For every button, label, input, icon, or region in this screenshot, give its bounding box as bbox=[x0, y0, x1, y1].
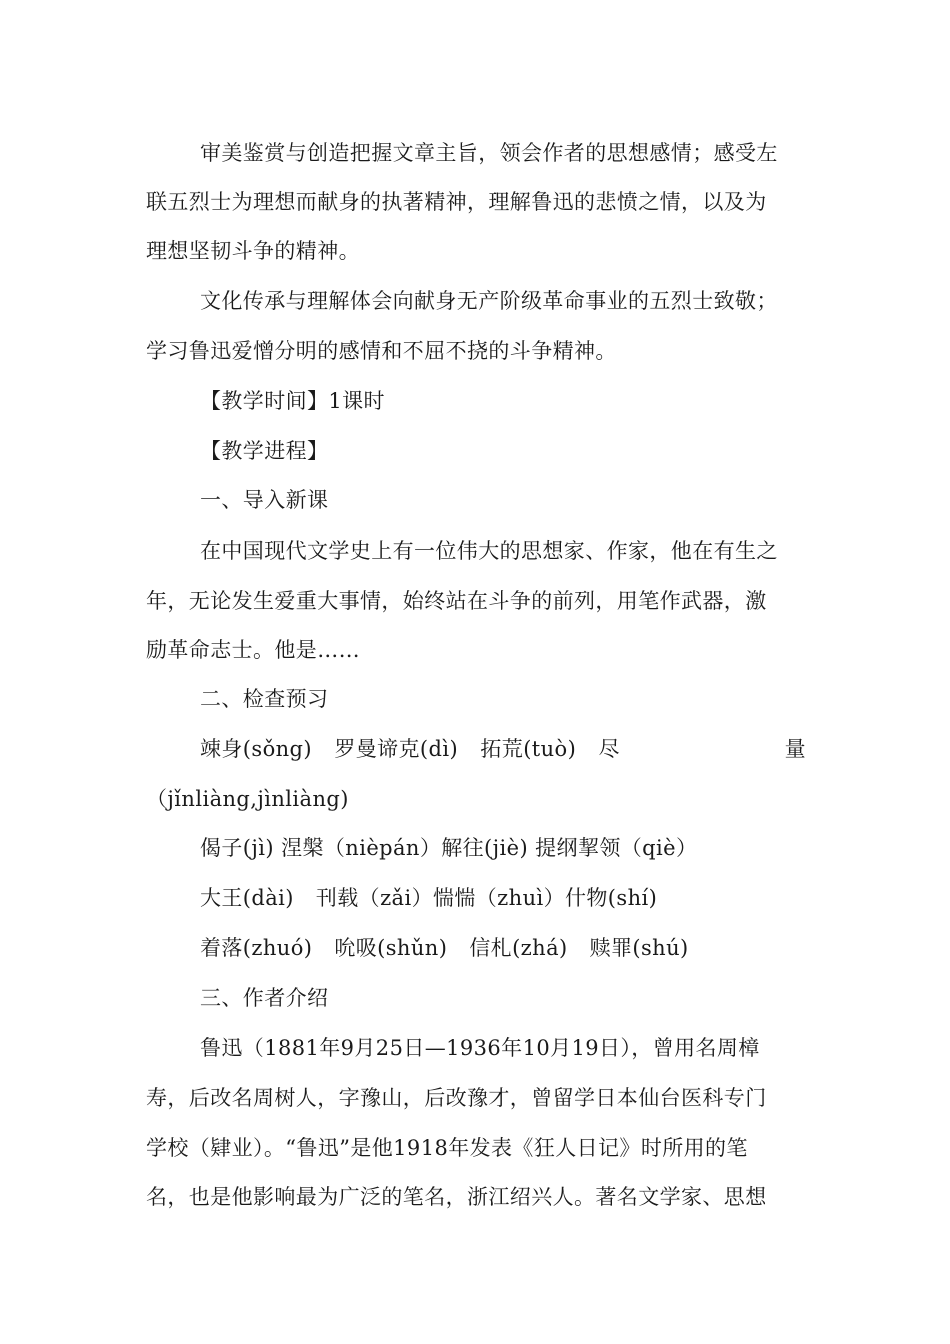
vocab-item: 赎罪(shú) bbox=[589, 936, 689, 960]
section-heading-intro: 一、导入新课 bbox=[200, 488, 329, 512]
paragraph-line: 文化传承与理解体会向献身无产阶级革命事业的五烈士致敬； bbox=[200, 289, 778, 313]
paragraph-line: 励革命志士。他是…… bbox=[146, 638, 360, 662]
paragraph-line: 理想坚韧斗争的精神。 bbox=[146, 239, 360, 263]
teaching-process-heading: 【教学进程】 bbox=[200, 439, 329, 463]
bio-line: 鲁迅（1881年9月25日—1936年10月19日），曾用名周樟 bbox=[200, 1036, 760, 1060]
paragraph-line: 审美鉴赏与创造把握文章主旨，领会作者的思想感情；感受左 bbox=[200, 141, 778, 165]
vocab-item: 刊载（zǎi）惴惴（zhuì）什物(shí) bbox=[315, 886, 658, 910]
paragraph-line: 学习鲁迅爱憎分明的感情和不屈不挠的斗争精神。 bbox=[146, 339, 617, 363]
vocab-row: 偈子(jì) 涅槃（nièpán）解往(jiè) 提纲挈领（qiè） bbox=[200, 836, 698, 860]
vocab-item: 着落(zhuó) bbox=[200, 936, 313, 960]
paragraph-line: 在中国现代文学史上有一位伟大的思想家、作家，他在有生之 bbox=[200, 539, 778, 563]
section-heading-preview: 二、检查预习 bbox=[200, 687, 329, 711]
teaching-time: 【教学时间】1课时 bbox=[200, 389, 385, 413]
bio-line: 寿，后改名周树人，字豫山，后改豫才，曾留学日本仙台医科专门 bbox=[146, 1086, 767, 1110]
vocab-item: 吮吸(shǔn) bbox=[334, 936, 448, 960]
paragraph-line: 年，无论发生爱重大事情，始终站在斗争的前列，用笔作武器，激 bbox=[146, 589, 767, 613]
section-heading-author: 三、作者介绍 bbox=[200, 986, 329, 1010]
vocab-item: 拓荒(tuò) bbox=[480, 737, 577, 761]
vocab-item: 大王(dài) bbox=[200, 886, 294, 910]
vocab-item: 信札(zhá) bbox=[469, 936, 568, 960]
bio-line: 学校（肄业）。“鲁迅”是他1918年发表《狂人日记》时所用的笔 bbox=[146, 1136, 748, 1160]
spacer bbox=[642, 735, 762, 763]
vocab-item: 竦身(sǒng) bbox=[200, 737, 312, 761]
vocab-row bbox=[200, 884, 806, 912]
vocab-continuation: （jǐnliàng,jìnliàng) bbox=[146, 787, 349, 811]
vocab-item: 量 bbox=[784, 737, 806, 761]
vocab-item: 罗曼谛克(dì) bbox=[334, 737, 459, 761]
vocab-row bbox=[200, 735, 806, 763]
vocab-row bbox=[200, 934, 806, 962]
paragraph-line: 联五烈士为理想而献身的执著精神，理解鲁迅的悲愤之情，以及为 bbox=[146, 190, 767, 214]
vocab-item: 尽 bbox=[598, 737, 620, 761]
bio-line: 名，也是他影响最为广泛的笔名，浙江绍兴人。著名文学家、思想 bbox=[146, 1185, 767, 1209]
